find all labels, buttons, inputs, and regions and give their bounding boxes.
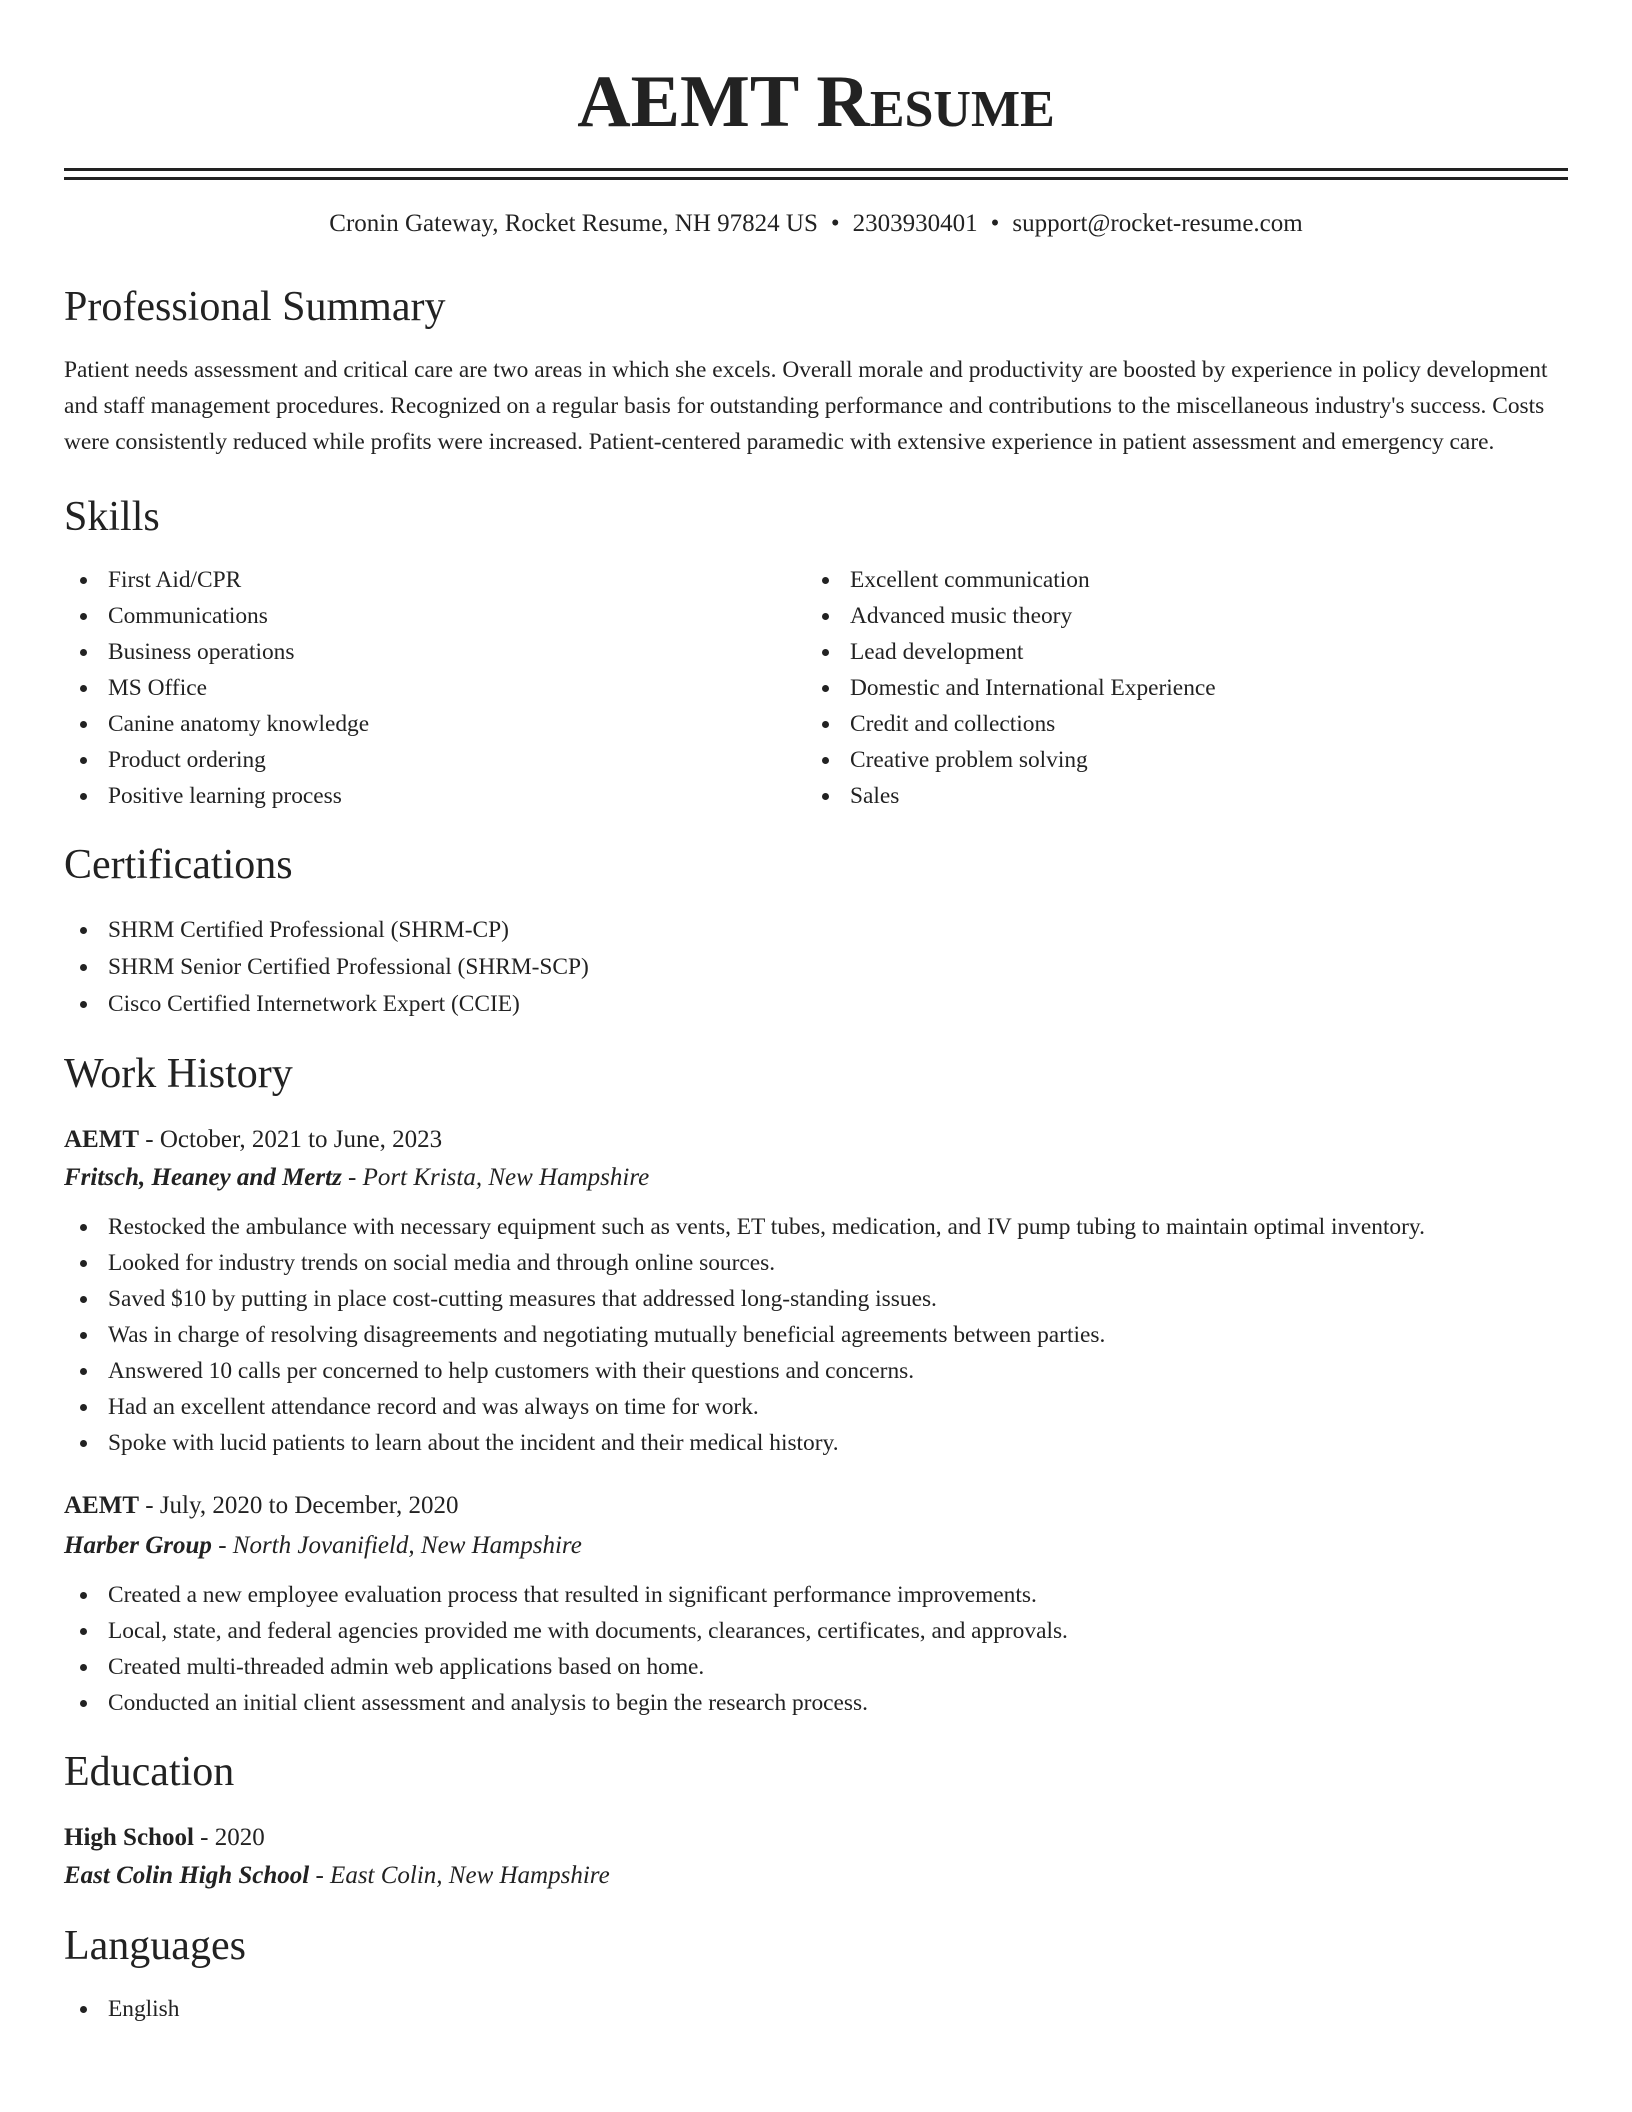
job-duty-item: Answered 10 calls per concerned to help customers with their questions and concerns. <box>64 1353 1568 1389</box>
job-title: AEMT <box>64 1126 139 1153</box>
resume-title-main: AEMT <box>577 61 817 143</box>
education-school: East Colin High School <box>64 1862 310 1889</box>
title-divider-top <box>64 168 1568 171</box>
job-employer <box>64 1527 1568 1565</box>
job-duty-item: Was in charge of resolving disagreements and negotiating mutually beneficial agreements between parties. <box>64 1317 1568 1353</box>
job-location: - North Jovanifield, New Hampshire <box>211 1532 582 1559</box>
title-divider-bottom <box>64 177 1568 180</box>
job-duty-item: Conducted an initial client assessment and analysis to begin the research process. <box>64 1685 1568 1721</box>
skill-item: Canine anatomy knowledge <box>64 706 806 742</box>
job-dates: - October, 2021 to June, 2023 <box>139 1126 443 1153</box>
contact-address: Cronin Gateway, Rocket Resume, NH 97824 US <box>329 210 818 237</box>
job-duty-item: Local, state, and federal agencies provided me with documents, clearances, certificates, and approvals. <box>64 1613 1568 1649</box>
job-company: Harber Group <box>64 1532 212 1559</box>
language-item: English <box>64 1991 1568 2027</box>
resume-title <box>64 60 1568 144</box>
education-header <box>64 1819 1568 1857</box>
contact-separator: • <box>990 210 1000 237</box>
job-duty-item: Created multi-threaded admin web applications based on home. <box>64 1649 1568 1685</box>
job-duty-item: Looked for industry trends on social media and through online sources. <box>64 1245 1568 1281</box>
contact-line <box>64 208 1568 240</box>
contact-phone: 2303930401 <box>852 210 978 237</box>
job-location: - Port Krista, New Hampshire <box>341 1164 650 1191</box>
certifications-heading: Certifications <box>64 842 293 888</box>
work-history-heading: Work History <box>64 1051 293 1097</box>
education-degree: High School <box>64 1824 194 1851</box>
skills-list-left <box>64 562 806 814</box>
resume-page <box>64 0 1568 2027</box>
skill-item: Credit and collections <box>806 706 1548 742</box>
job-company: Fritsch, Heaney and Mertz <box>64 1164 342 1191</box>
skill-item: Advanced music theory <box>806 598 1548 634</box>
job-duties-list <box>64 1209 1568 1461</box>
skill-item: First Aid/CPR <box>64 562 806 598</box>
certification-item: SHRM Senior Certified Professional (SHRM-SCP) <box>64 949 1568 986</box>
education-heading: Education <box>64 1749 235 1795</box>
job-header <box>64 1487 1568 1525</box>
job-dates: - July, 2020 to December, 2020 <box>139 1492 459 1519</box>
skill-item: Product ordering <box>64 742 806 778</box>
skill-item: Domestic and International Experience <box>806 670 1548 706</box>
skill-item: Business operations <box>64 634 806 670</box>
job-duty-item: Had an excellent attendance record and was always on time for work. <box>64 1389 1568 1425</box>
skill-item: Sales <box>806 778 1548 814</box>
skills-heading: Skills <box>64 494 160 540</box>
contact-separator: • <box>830 210 840 237</box>
skill-item: Lead development <box>806 634 1548 670</box>
resume-title-suffix: Resume <box>816 61 1055 143</box>
certification-item: Cisco Certified Internetwork Expert (CCIE) <box>64 986 1568 1023</box>
job-duty-item: Spoke with lucid patients to learn about the incident and their medical history. <box>64 1425 1568 1461</box>
skills-columns <box>64 562 1568 814</box>
contact-email: support@rocket-resume.com <box>1012 210 1303 237</box>
skill-item: Positive learning process <box>64 778 806 814</box>
skill-item: MS Office <box>64 670 806 706</box>
languages-list <box>64 1991 1568 2027</box>
job-duty-item: Restocked the ambulance with necessary equipment such as vents, ET tubes, medication, and IV pump tubing to maintain optimal inventory. <box>64 1209 1568 1245</box>
summary-text: Patient needs assessment and critical care are two areas in which she excels. Overall morale and productivity are boosted by experience in policy development and staff management procedures. Recognized on a regular basis for outstanding performance and contributions to the miscellaneous industry's success. Costs were consistently reduced while profits were increased. Patient-centered paramedic with extensive experience in patient assessment and emergency care. <box>64 357 1548 455</box>
education-institution <box>64 1857 1568 1895</box>
job-duties-list <box>64 1577 1568 1721</box>
job-header <box>64 1121 1568 1159</box>
job-duty-item: Created a new employee evaluation process that resulted in significant performance improvements. <box>64 1577 1568 1613</box>
education-year: - 2020 <box>193 1824 265 1851</box>
skills-list-right <box>806 562 1548 814</box>
languages-heading: Languages <box>64 1923 246 1969</box>
education-location: - East Colin, New Hampshire <box>309 1862 610 1889</box>
skill-item: Communications <box>64 598 806 634</box>
job-title: AEMT <box>64 1492 139 1519</box>
job-duty-item: Saved $10 by putting in place cost-cutting measures that addressed long-standing issues. <box>64 1281 1568 1317</box>
skill-item: Excellent communication <box>806 562 1548 598</box>
job-employer <box>64 1159 1568 1197</box>
certifications-list <box>64 912 1568 1023</box>
summary-heading: Professional Summary <box>64 284 446 330</box>
skill-item: Creative problem solving <box>806 742 1548 778</box>
certification-item: SHRM Certified Professional (SHRM-CP) <box>64 912 1568 949</box>
